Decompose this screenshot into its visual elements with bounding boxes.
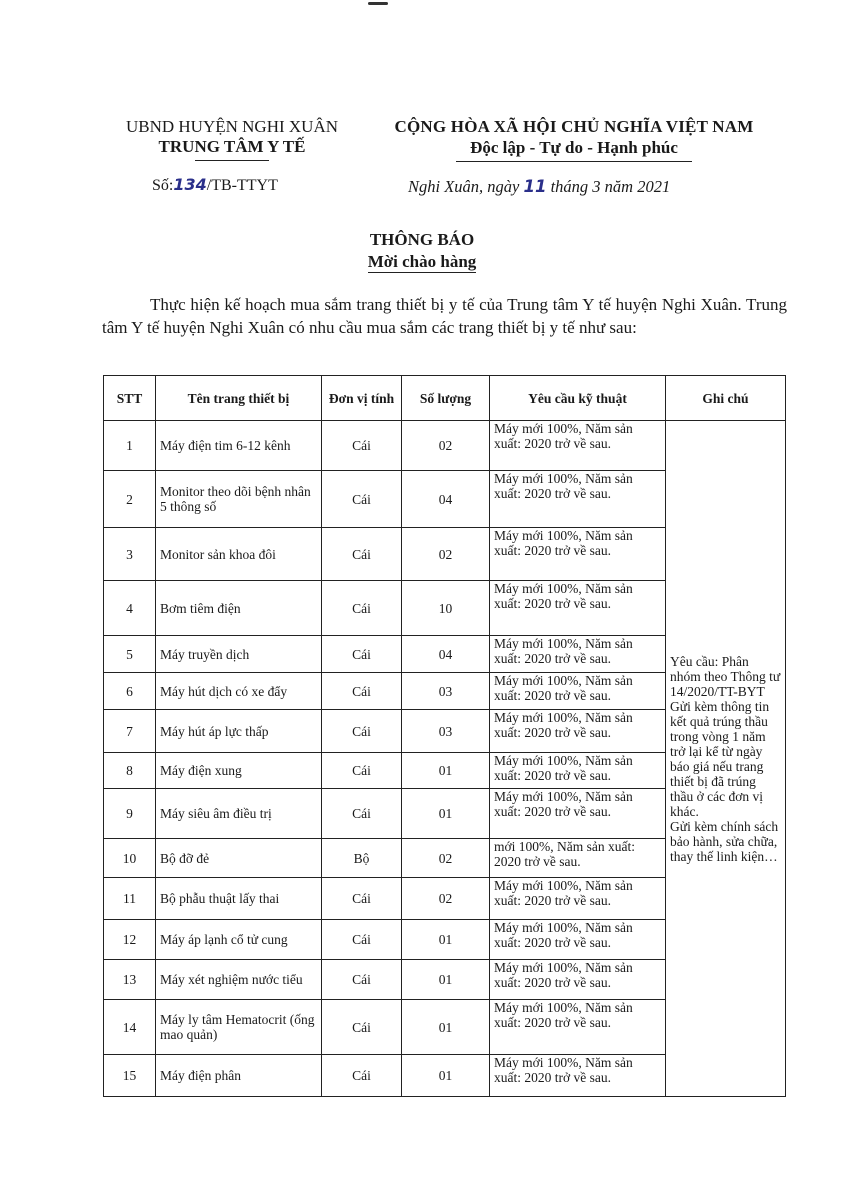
cell-req: Máy mới 100%, Năm sản xuất: 2020 trở về sau.	[490, 878, 666, 920]
cell-qty: 01	[402, 789, 490, 839]
cell-req: Máy mới 100%, Năm sản xuất: 2020 trở về sau.	[490, 920, 666, 960]
note-cell	[666, 421, 786, 1097]
cell-unit: Cái	[322, 878, 402, 920]
cell-req: Máy mới 100%, Năm sản xuất: 2020 trở về sau.	[490, 673, 666, 710]
cell-name: Máy xét nghiệm nước tiểu	[156, 960, 322, 1000]
cell-stt: 3	[104, 528, 156, 581]
cell-stt: 5	[104, 636, 156, 673]
cell-name: Máy hút áp lực thấp	[156, 710, 322, 753]
cell-unit: Cái	[322, 753, 402, 789]
cell-qty: 04	[402, 471, 490, 528]
cell-unit: Cái	[322, 471, 402, 528]
document-title: THÔNG BÁO	[369, 230, 475, 249]
cell-qty: 02	[402, 528, 490, 581]
cell-req: Máy mới 100%, Năm sản xuất: 2020 trở về sau.	[490, 710, 666, 753]
cell-stt: 10	[104, 839, 156, 878]
header-note: Ghi chú	[666, 376, 786, 421]
date-day-handwritten: 11	[523, 177, 547, 196]
cell-name: Máy điện tim 6-12 kênh	[156, 421, 322, 471]
cell-name: Máy áp lạnh cổ tử cung	[156, 920, 322, 960]
cell-qty: 01	[402, 960, 490, 1000]
agency-underline	[195, 160, 269, 161]
cell-unit: Cái	[322, 1055, 402, 1097]
cell-name: Bơm tiêm điện	[156, 581, 322, 636]
intro-paragraph: Thực hiện kế hoạch mua sắm trang thiết bị y tế của Trung tâm Y tế huyện Nghi Xuân. Trung tâm Y tế huyện Nghi Xuân có nhu cầu mua sắm các trang thiết bị y tế như sau:	[102, 295, 787, 337]
scan-mark	[368, 2, 388, 5]
cell-unit: Bộ	[322, 839, 402, 878]
cell-name: Máy điện phân	[156, 1055, 322, 1097]
cell-qty: 01	[402, 1000, 490, 1055]
cell-name: Máy siêu âm điều trị	[156, 789, 322, 839]
cell-qty: 01	[402, 753, 490, 789]
cell-req: Máy mới 100%, Năm sản xuất: 2020 trở về sau.	[490, 1000, 666, 1055]
cell-stt: 7	[104, 710, 156, 753]
cell-stt: 14	[104, 1000, 156, 1055]
cell-req: Máy mới 100%, Năm sản xuất: 2020 trở về sau.	[490, 1055, 666, 1097]
cell-req: Máy mới 100%, Năm sản xuất: 2020 trở về sau.	[490, 581, 666, 636]
date-prefix: Nghi Xuân, ngày	[408, 177, 520, 196]
table-row	[104, 421, 786, 471]
cell-req: Máy mới 100%, Năm sản xuất: 2020 trở về sau.	[490, 636, 666, 673]
national-title: CỘNG HÒA XÃ HỘI CHỦ NGHĨA VIỆT NAM	[394, 117, 754, 136]
header-stt: STT	[104, 376, 156, 421]
date-suffix: tháng 3 năm 2021	[550, 177, 671, 196]
cell-name: Monitor sản khoa đôi	[156, 528, 322, 581]
cell-stt: 9	[104, 789, 156, 839]
document-subtitle-text: Mời chào hàng	[367, 252, 477, 271]
cell-unit: Cái	[322, 673, 402, 710]
table-header-row	[104, 376, 786, 421]
cell-stt: 4	[104, 581, 156, 636]
cell-req: Máy mới 100%, Năm sản xuất: 2020 trở về sau.	[490, 789, 666, 839]
cell-unit: Cái	[322, 789, 402, 839]
cell-req: Máy mới 100%, Năm sản xuất: 2020 trở về sau.	[490, 421, 666, 471]
cell-unit: Cái	[322, 581, 402, 636]
cell-unit: Cái	[322, 920, 402, 960]
cell-qty: 02	[402, 421, 490, 471]
national-header	[378, 117, 770, 196]
cell-stt: 13	[104, 960, 156, 1000]
cell-name: Bộ đỡ đẻ	[156, 839, 322, 878]
cell-name: Monitor theo dõi bệnh nhân 5 thông số	[156, 471, 322, 528]
header-req: Yêu cầu kỹ thuật	[490, 376, 666, 421]
cell-stt: 15	[104, 1055, 156, 1097]
cell-qty: 03	[402, 673, 490, 710]
cell-unit: Cái	[322, 528, 402, 581]
agency-parent: UBND HUYỆN NGHI XUÂN	[125, 117, 338, 136]
cell-name: Máy ly tâm Hematocrit (ống mao quản)	[156, 1000, 322, 1055]
cell-qty: 01	[402, 920, 490, 960]
cell-name: Máy điện xung	[156, 753, 322, 789]
national-motto: Độc lập - Tự do - Hạnh phúc	[470, 138, 678, 157]
document-subtitle	[0, 252, 844, 272]
note-line: Yêu cầu: Phân nhóm theo Thông tư 14/2020/TT-BYT	[670, 653, 781, 699]
cell-req: Máy mới 100%, Năm sản xuất: 2020 trở về sau.	[490, 753, 666, 789]
cell-req: Máy mới 100%, Năm sản xuất: 2020 trở về sau.	[490, 960, 666, 1000]
cell-unit: Cái	[322, 710, 402, 753]
document-number-handwritten: 134	[173, 175, 207, 194]
cell-qty: 10	[402, 581, 490, 636]
cell-name: Máy hút dịch có xe đẩy	[156, 673, 322, 710]
issue-date	[408, 177, 770, 197]
motto-underline	[456, 161, 692, 162]
cell-unit: Cái	[322, 421, 402, 471]
cell-unit: Cái	[322, 636, 402, 673]
document-number-prefix: Số:	[152, 177, 174, 194]
equipment-table	[103, 375, 786, 1097]
cell-qty: 02	[402, 839, 490, 878]
cell-stt: 11	[104, 878, 156, 920]
header-qty: Số lượng	[402, 376, 490, 421]
cell-unit: Cái	[322, 1000, 402, 1055]
cell-name: Máy truyền dịch	[156, 636, 322, 673]
cell-qty: 01	[402, 1055, 490, 1097]
cell-stt: 12	[104, 920, 156, 960]
cell-stt: 8	[104, 753, 156, 789]
cell-name: Bộ phẫu thuật lấy thai	[156, 878, 322, 920]
cell-qty: 02	[402, 878, 490, 920]
cell-qty: 04	[402, 636, 490, 673]
cell-stt: 6	[104, 673, 156, 710]
note-line: Gửi kèm chính sách bảo hành, sửa chữa, thay thế linh kiện…	[670, 818, 779, 864]
cell-req: mới 100%, Năm sản xuất: 2020 trở về sau.	[490, 839, 666, 878]
header-unit: Đơn vị tính	[322, 376, 402, 421]
cell-stt: 1	[104, 421, 156, 471]
cell-qty: 03	[402, 710, 490, 753]
cell-req: Máy mới 100%, Năm sản xuất: 2020 trở về sau.	[490, 528, 666, 581]
note-line: Gửi kèm thông tin kết quả trúng thầu trong vòng 1 năm trở lại kể từ ngày báo giá nếu trang thiết bị đã trúng thầu ở các đơn vị khác.	[670, 698, 770, 819]
cell-stt: 2	[104, 471, 156, 528]
header-name: Tên trang thiết bị	[156, 376, 322, 421]
agency-name: TRUNG TÂM Y TẾ	[158, 137, 306, 156]
cell-req: Máy mới 100%, Năm sản xuất: 2020 trở về sau.	[490, 471, 666, 528]
document-number	[152, 175, 278, 195]
cell-unit: Cái	[322, 960, 402, 1000]
agency-header	[112, 117, 352, 194]
document-number-suffix: /TB-TTYT	[206, 177, 278, 194]
